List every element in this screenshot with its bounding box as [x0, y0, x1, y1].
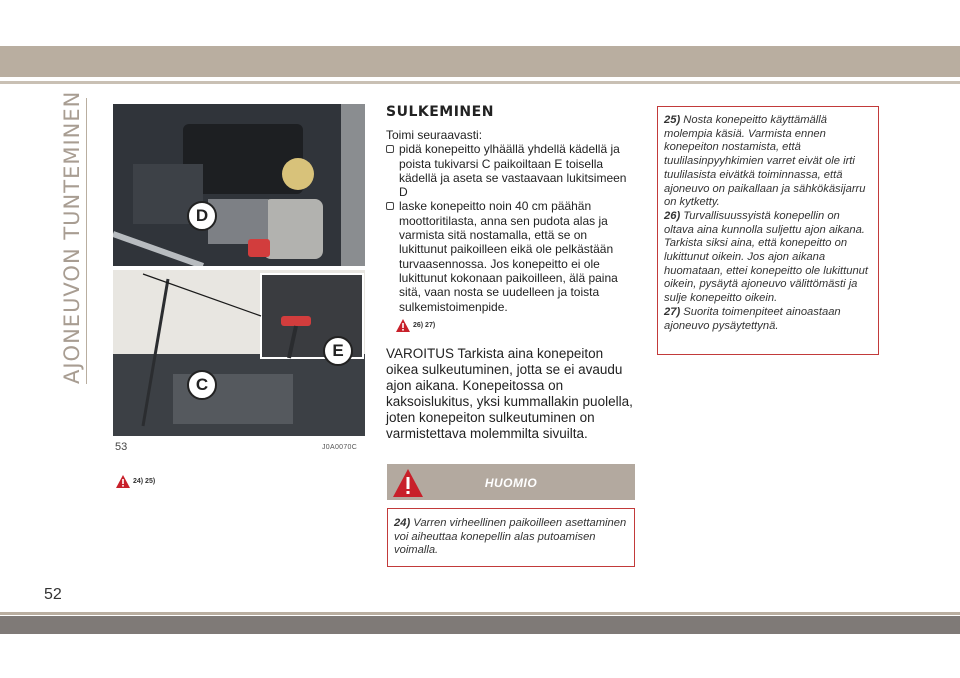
note-number: 26) — [664, 209, 681, 222]
figure-number: 53 — [115, 441, 128, 453]
warning-icon — [116, 475, 130, 488]
section-intro: Toimi seuraavasti: — [386, 128, 483, 142]
step-item — [386, 199, 638, 313]
callout-e: E — [323, 336, 353, 366]
section-column — [386, 104, 638, 442]
huomio-title: HUOMIO — [484, 476, 538, 490]
warning-icon — [396, 319, 410, 332]
note-box-24 — [387, 508, 635, 567]
callout-c: C — [187, 370, 217, 400]
callout-d: D — [187, 201, 217, 231]
engine-bay-photo — [113, 104, 365, 436]
step-text: laske konepeitto noin 40 cm päähän moottoritilasta, anna sen pudota alas ja varmista sitä nostamalla, että se on lukittunut paikoilleen eikä ole pelkästään turvaasennossa. Jos konepeitto ei ole lukittunut kokonaan paikoilleen, älä paina sitä, vaan nosta se uudelleen ja toista sulkemistoimenpide. — [399, 199, 618, 314]
note-item — [664, 114, 872, 210]
header-band — [0, 46, 960, 77]
page-number: 52 — [44, 586, 62, 603]
section-warning-ref — [396, 319, 638, 332]
section-heading: SULKEMINEN — [386, 104, 494, 120]
checkbox-bullet-icon — [386, 202, 394, 210]
figure-warning-ref-text: 24) 25) — [133, 478, 156, 485]
chapter-rule — [86, 98, 87, 384]
note-item — [664, 306, 872, 333]
checkbox-bullet-icon — [386, 145, 394, 153]
note-box-right — [657, 106, 879, 355]
header-line — [0, 81, 960, 84]
chapter-title: AJONEUVON TUNTEMINEN — [60, 90, 84, 384]
note-text: Turvallisuussyistä konepellin on oltava aina kunnolla suljettu ajon aikana. Tarkista siksi aina, että konepeitto on lukittunut oikein. Jos ajon aikana huomataan, ettei konepeitto ole lukittunut oikein, pysäytä ajoneuvo välittömästi ja sulje konepeitto oikein. — [664, 209, 869, 305]
step-item — [386, 142, 638, 199]
footer-band — [0, 616, 960, 634]
note-text: Varren virheellinen paikoilleen asettaminen voi aiheuttaa konepellin alas putoamisen voimalla. — [394, 517, 627, 557]
figure-warning-ref — [116, 475, 155, 488]
varoitus-text: VAROITUS Tarkista aina konepeiton oikea sulkeutuminen, jotta se ei avaudu ajon aikana. Konepeitossa on kaksoislukitus, yksi kummallakin puolella, joten konepeiton sulkeutuminen on varmistettava molemmilta sivuilta. — [386, 345, 633, 441]
note-text: Nosta konepeitto käyttämällä molempia käsiä. Varmista ennen konepeiton nostamista, että tuulilasinpyyhkimien varret eivät ole irti tuulilasista eivätkä toiminnassa, että ajoneuvo on paikallaan ja sähkökäsijarru on kytketty. — [664, 114, 866, 209]
note-number: 24) — [394, 517, 411, 529]
step-text: pidä konepeitto ylhäällä yhdellä kädellä ja poista tukivarsi C paikoiltaan E toisella kädellä ja aseta se vastaavaan lukitsimeen D — [399, 142, 627, 200]
note-number: 25) — [664, 114, 681, 126]
huomio-header — [387, 464, 635, 500]
note-number: 27) — [664, 305, 681, 318]
figure-code: J0A0070C — [322, 444, 358, 451]
note-item — [664, 210, 872, 306]
footer-line — [0, 612, 960, 615]
note-text: Suorita toimenpiteet ainoastaan ajoneuvo pysäytettynä. — [664, 305, 841, 332]
section-warning-ref-text: 26) 27) — [413, 321, 436, 329]
